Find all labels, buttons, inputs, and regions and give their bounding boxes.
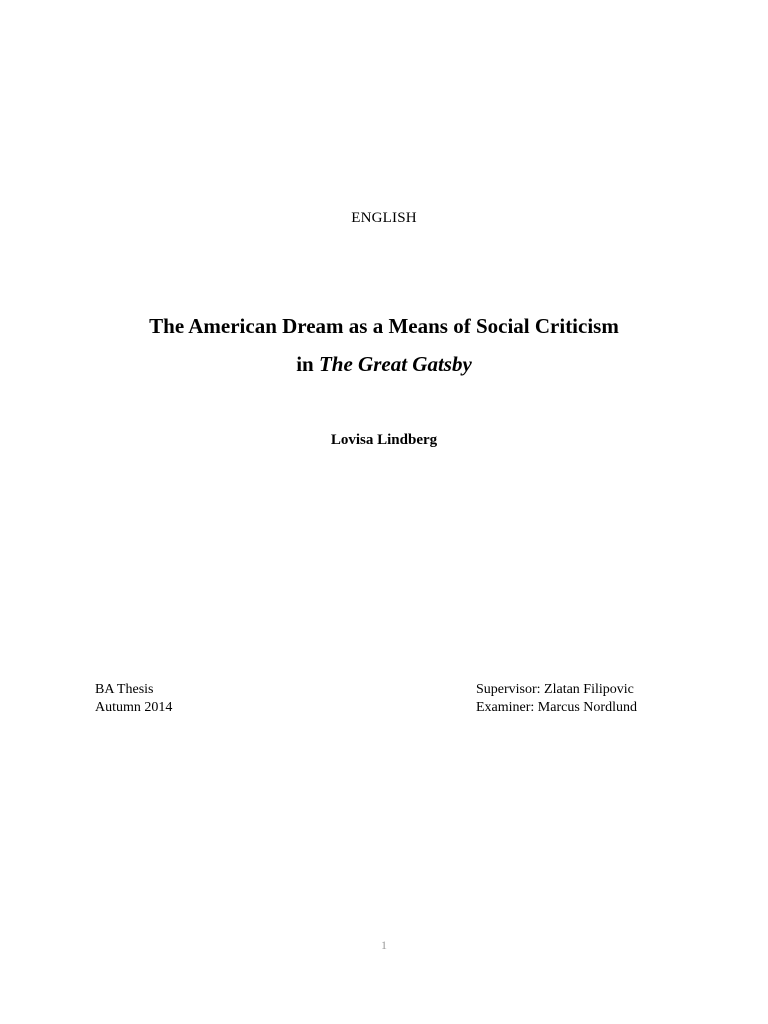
thesis-term: Autumn 2014 xyxy=(95,700,173,715)
author-name: Lovisa Lindberg xyxy=(330,432,438,448)
staff-info-block xyxy=(476,681,637,717)
thesis-title-line-1: The American Dream as a Means of Social Criticism xyxy=(149,314,619,338)
examiner-line: Examiner: Marcus Nordlund xyxy=(476,700,637,715)
supervisor-line: Supervisor: Zlatan Filipovic xyxy=(476,682,634,697)
department-heading: ENGLISH xyxy=(351,210,417,226)
page-number: 1 xyxy=(381,938,387,952)
thesis-title-prefix: in xyxy=(296,352,319,376)
thesis-type: BA Thesis xyxy=(95,682,154,697)
thesis-info-block xyxy=(95,681,172,717)
thesis-title-book: The Great Gatsby xyxy=(318,352,472,376)
thesis-title-line-2 xyxy=(0,352,768,377)
